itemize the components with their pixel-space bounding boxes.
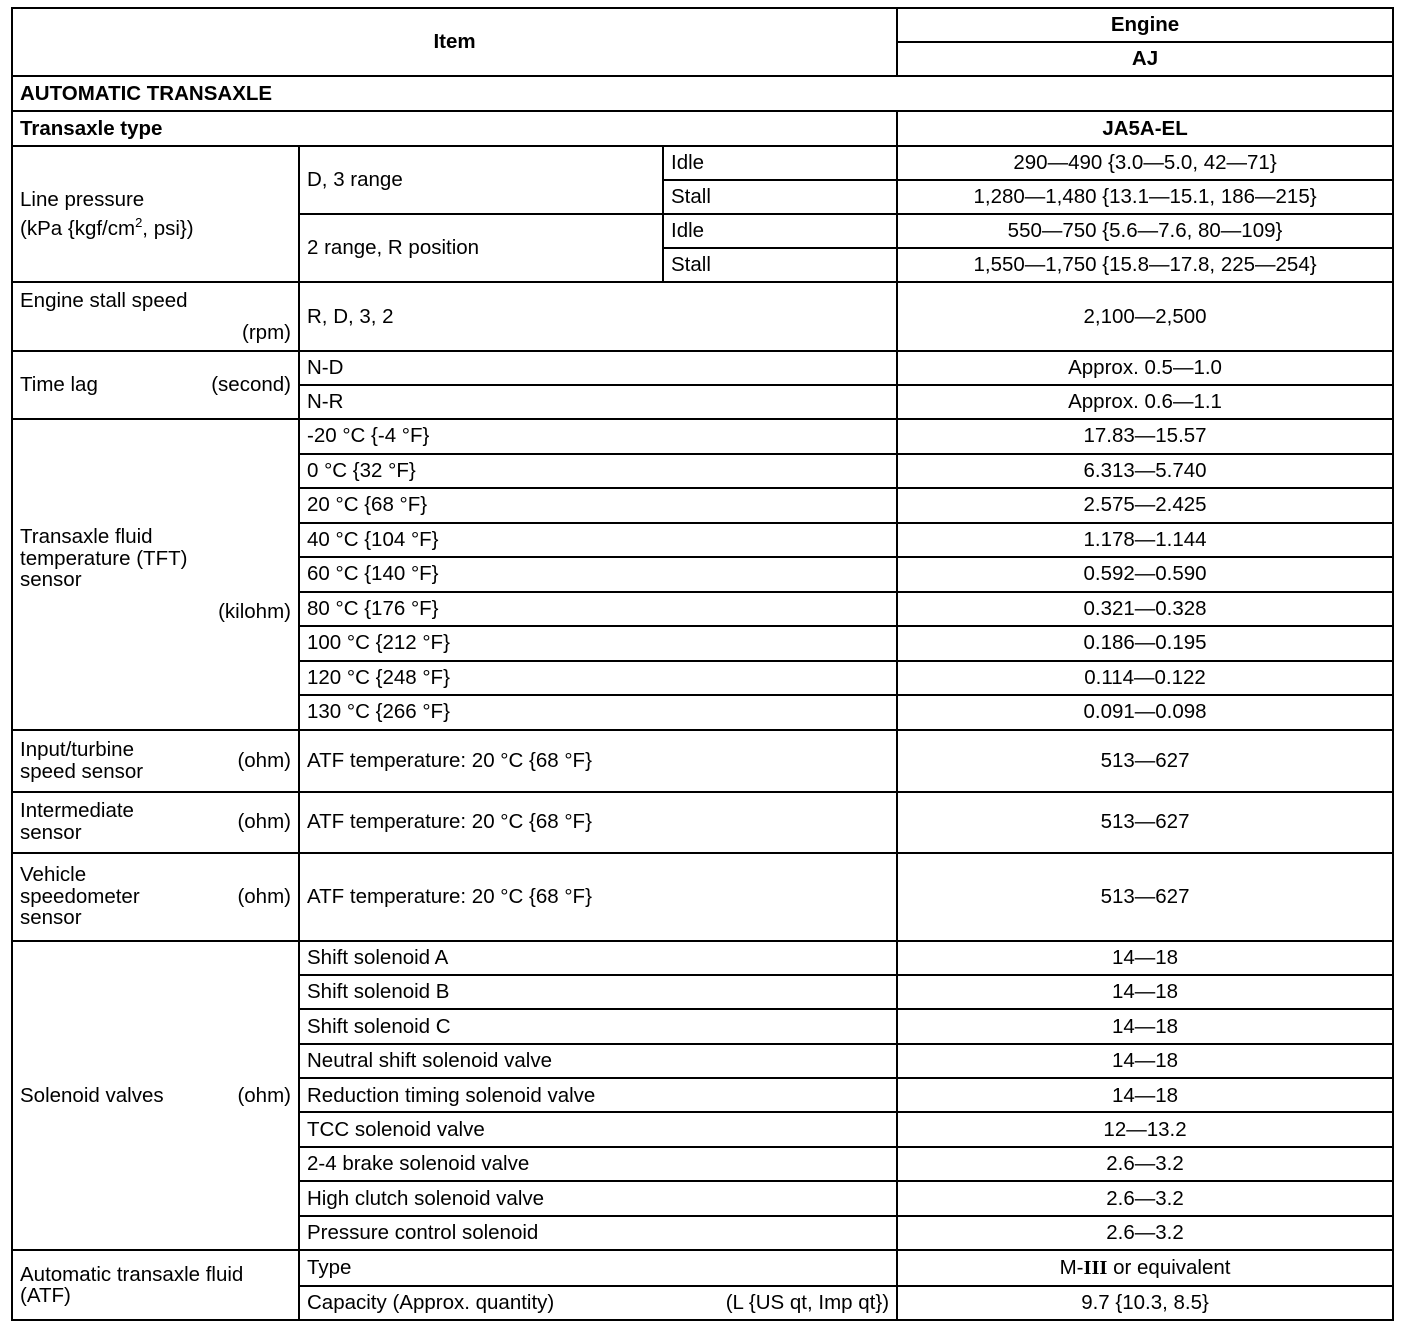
unit-superscript: 2 [135,215,143,231]
value-cell: 0.321—0.328 [897,592,1393,627]
value-cell: 290—490 {3.0—5.0, 42—71} [897,146,1393,180]
table-row [12,351,1393,385]
condition-cell: Idle [663,146,897,180]
spec-table [11,7,1394,1321]
label-text: Solenoid valves [20,1083,164,1107]
condition-cell: Reduction timing solenoid valve [299,1078,897,1112]
value-cell: 2.575—2.425 [897,488,1393,523]
unit-text: (ohm) [237,810,291,834]
label-text: (ATF) [20,1284,71,1308]
value-cell: 14—18 [897,1078,1393,1112]
label-block [20,739,143,782]
line-pressure-title: Line pressure [20,187,145,211]
table-row [12,419,1393,454]
condition-cell: 120 °C {248 °F} [299,661,897,696]
unit-text: (second) [211,373,291,397]
unit-text: , psi}) [142,216,194,240]
value-cell: 513—627 [897,730,1393,792]
condition-cell: Type [299,1250,897,1286]
label-text: speedometer [20,884,140,908]
condition-cell: 100 °C {212 °F} [299,626,897,661]
stall-speed-label [12,282,299,351]
table-row [12,853,1393,941]
condition-cell: ATF temperature: 20 °C {68 °F} [299,730,897,792]
value-cell: 550—750 {5.6—7.6, 80—109} [897,214,1393,248]
transaxle-type-label: Transaxle type [12,111,897,146]
unit-text: (L {US qt, Imp qt}) [725,1291,890,1315]
value-cell: 14—18 [897,1009,1393,1043]
value-cell: 2.6—3.2 [897,1147,1393,1181]
value-cell: 9.7 {10.3, 8.5} [897,1286,1393,1320]
condition-cell: 2-4 brake solenoid valve [299,1147,897,1181]
atf-type-prefix: M- [1059,1255,1084,1279]
transaxle-type-value: JA5A-EL [897,111,1393,146]
table-row [12,941,1393,975]
value-cell: Approx. 0.6—1.1 [897,385,1393,419]
range-cell: 2 range, R position [299,214,663,282]
value-cell: 14—18 [897,975,1393,1009]
label-text: Engine stall speed [20,288,188,312]
condition-cell: Idle [663,214,897,248]
item-header: Item [12,8,897,76]
atf-type-roman: III [1083,1256,1108,1279]
table-row [12,146,1393,180]
label-text: Transaxle fluid [20,525,153,549]
label-text: Vehicle [20,863,87,887]
vss-label [12,853,299,941]
condition-cell: Pressure control solenoid [299,1216,897,1250]
value-cell [897,1250,1393,1286]
engine-code: AJ [897,42,1393,76]
time-lag-label [12,351,299,419]
value-cell: 513—627 [897,853,1393,941]
value-cell: 6.313—5.740 [897,454,1393,489]
value-cell: 0.186—0.195 [897,626,1393,661]
table-row [12,730,1393,792]
condition-cell: -20 °C {-4 °F} [299,419,897,454]
section-title: AUTOMATIC TRANSAXLE [12,76,1393,111]
atf-label [12,1250,299,1320]
label-text: Automatic transaxle fluid [20,1262,244,1286]
condition-cell: Stall [663,248,897,282]
unit-text: (ohm) [237,1083,291,1107]
condition-cell: ATF temperature: 20 °C {68 °F} [299,792,897,853]
value-cell: 1,550—1,750 {15.8—17.8, 225—254} [897,248,1393,282]
table-row [12,1250,1393,1286]
value-cell: 1,280—1,480 {13.1—15.1, 186—215} [897,180,1393,214]
condition-cell: TCC solenoid valve [299,1112,897,1146]
label-text: temperature (TFT) [20,546,188,570]
value-cell: 17.83—15.57 [897,419,1393,454]
unit-text: (kPa {kgf/cm [20,216,136,240]
solenoid-valves-label [12,941,299,1251]
label-text: Intermediate [20,799,134,823]
value-cell: 0.114—0.122 [897,661,1393,696]
label-text: Time lag [20,373,98,397]
label-block [20,800,134,843]
atf-type-suffix: or equivalent [1107,1255,1231,1279]
condition-cell: High clutch solenoid valve [299,1181,897,1215]
condition-cell: N-D [299,351,897,385]
condition-cell: ATF temperature: 20 °C {68 °F} [299,853,897,941]
value-cell: 2.6—3.2 [897,1181,1393,1215]
engine-header: Engine [897,8,1393,42]
value-cell: 12—13.2 [897,1112,1393,1146]
tft-sensor-label [12,419,299,730]
line-pressure-label [12,146,299,282]
intermediate-sensor-label [12,792,299,853]
value-cell: 0.592—0.590 [897,557,1393,592]
condition-cell: 40 °C {104 °F} [299,523,897,558]
value-cell: 1.178—1.144 [897,523,1393,558]
unit-text: (kilohm) [218,599,291,623]
value-cell: 14—18 [897,941,1393,975]
condition-cell: 130 °C {266 °F} [299,695,897,730]
label-block [20,864,140,929]
label-text: sensor [20,906,82,930]
condition-cell: 80 °C {176 °F} [299,592,897,627]
header-row [12,8,1393,42]
condition-cell: Neutral shift solenoid valve [299,1044,897,1078]
condition-cell: 60 °C {140 °F} [299,557,897,592]
condition-cell: Shift solenoid C [299,1009,897,1043]
table-row [12,111,1393,146]
value-cell: 14—18 [897,1044,1393,1078]
label-text: sensor [20,568,82,592]
label-text: speed sensor [20,759,144,783]
unit-text: (rpm) [242,320,291,344]
label-text: Capacity (Approx. quantity) [307,1291,555,1315]
value-cell: 2.6—3.2 [897,1216,1393,1250]
range-cell: D, 3 range [299,146,663,214]
condition-cell: 20 °C {68 °F} [299,488,897,523]
value-cell: 0.091—0.098 [897,695,1393,730]
section-row [12,76,1393,111]
label-text: sensor [20,821,82,844]
table-row [12,282,1393,351]
input-sensor-label [12,730,299,792]
value-cell: 2,100—2,500 [897,282,1393,351]
condition-cell: Stall [663,180,897,214]
value-cell: Approx. 0.5—1.0 [897,351,1393,385]
condition-cell: 0 °C {32 °F} [299,454,897,489]
line-pressure-unit [20,216,291,239]
label-text: Input/turbine [20,737,134,761]
table-row [12,792,1393,853]
unit-text: (ohm) [237,748,291,772]
condition-cell: Shift solenoid A [299,941,897,975]
value-cell: 513—627 [897,792,1393,853]
condition-cell: R, D, 3, 2 [299,282,897,351]
condition-cell: Shift solenoid B [299,975,897,1009]
unit-text: (ohm) [237,884,291,908]
condition-cell [299,1286,897,1320]
condition-cell: N-R [299,385,897,419]
